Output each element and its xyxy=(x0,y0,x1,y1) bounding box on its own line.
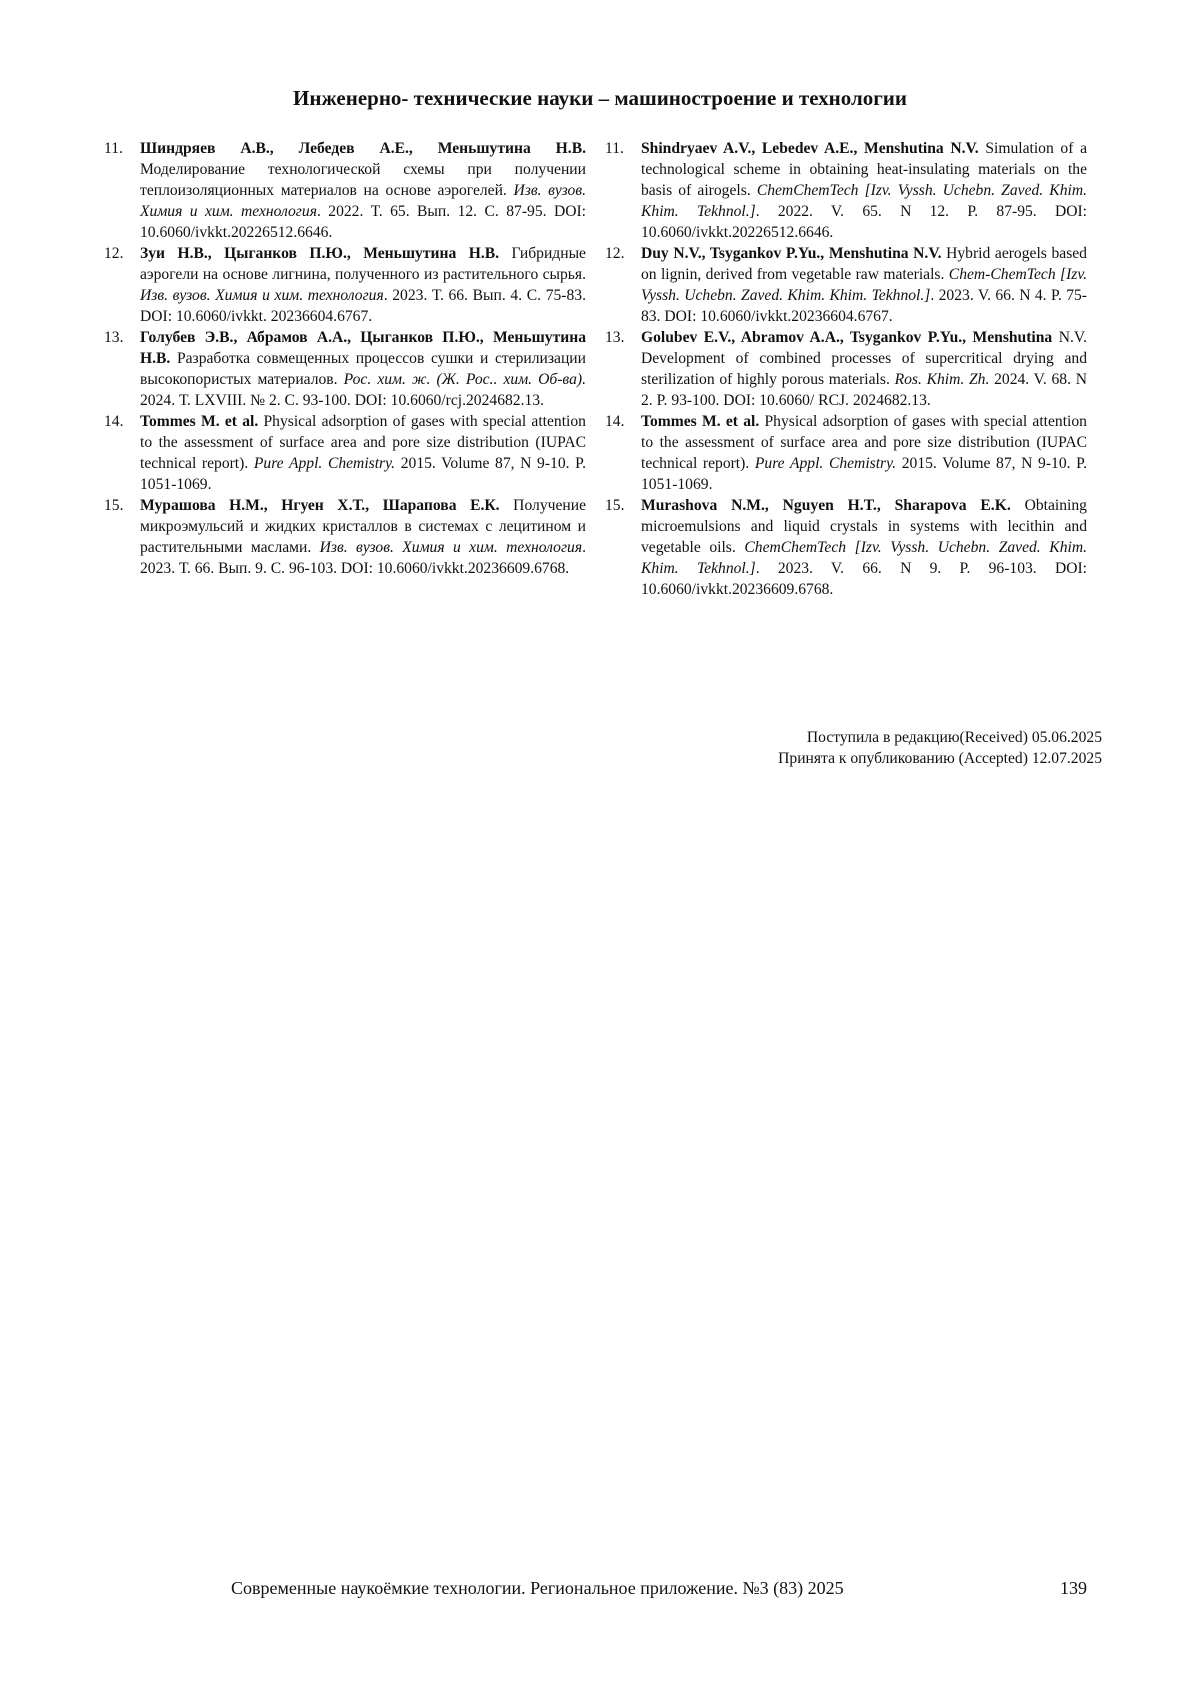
reference-details: 2024. V. 68. N 2. P. 93-100. DOI: 10.6060/ RCJ. 2024682.13. xyxy=(641,371,1087,409)
reference-item xyxy=(605,327,1087,411)
reference-details: . 2022. V. 65. N 12. P. 87-95. DOI: 10.6060/ivkkt.20226512.6646. xyxy=(641,203,1087,241)
reference-number: 12. xyxy=(104,245,124,262)
reference-number: 15. xyxy=(605,497,625,514)
reference-source: Pure Appl. Chemistry. xyxy=(754,455,897,472)
reference-authors: Golubev E.V., Abramov A.A., Tsygankov P.Yu., Menshutina xyxy=(641,329,1053,346)
reference-source: Изв. вузов. Химия и хим. технология xyxy=(140,287,384,304)
reference-number: 11. xyxy=(605,140,624,157)
reference-title: Obtaining microemulsions and liquid crystals in systems with lecithin and vegetable oils. xyxy=(641,497,1087,556)
reference-authors: Shindryaev A.V., Lebedev A.E., Menshutina N.V. xyxy=(641,140,979,157)
reference-title: N.V. Development of combined processes of supercritical drying and sterilization of highly porous materials. xyxy=(641,329,1087,388)
reference-details: 2015. Volume 87, N 9-10. P. 1051-1069. xyxy=(641,455,1087,493)
reference-number: 15. xyxy=(104,497,124,514)
reference-title: Simulation of a technological scheme in obtaining heat-insulating materials on the basis of airogels. xyxy=(641,140,1087,199)
reference-number: 14. xyxy=(605,413,625,430)
reference-source: Ros. Khim. Zh. xyxy=(894,371,990,388)
reference-source: Рос. хим. ж. (Ж. Рос.. хим. Об-ва). xyxy=(343,371,586,388)
reference-authors: Tommes M. et al. xyxy=(641,413,760,430)
received-date: Поступила в редакцию(Received) 05.06.2025 xyxy=(806,729,1102,746)
reference-item xyxy=(104,138,586,243)
reference-title: Physical adsorption of gases with special attention to the assessment of surface area and pore size distribution (IUPAC technical report). xyxy=(140,413,586,472)
reference-details: . 2023. Т. 66. Вып. 4. С. 75-83. DOI: 10.6060/ivkkt. 20236604.6767. xyxy=(140,287,586,325)
reference-number: 14. xyxy=(104,413,124,430)
submission-dates xyxy=(778,727,1102,769)
reference-authors: Murashova N.M., Nguyen H.T., Sharapova E.K. xyxy=(641,497,1011,514)
reference-source: Chem-ChemTech [Izv. Vyssh. Uchebn. Zaved. Khim. Khim. Tekhnol.] xyxy=(641,266,1088,304)
reference-source: Изв. вузов. Химия и хим. технология xyxy=(140,182,586,220)
reference-title: Моделирование технологической схемы при получении теплоизоляционных материалов на основе аэрогелей. xyxy=(140,161,586,199)
reference-item xyxy=(605,138,1087,243)
reference-title: Hybrid aerogels based on lignin, derived from vegetable raw materials. xyxy=(641,245,1087,283)
reference-details: . 2023. V. 66. N 4. P. 75-83. DOI: 10.6060/ivkkt.20236604.6767. xyxy=(641,287,1087,325)
reference-details: . 2023. V. 66. N 9. P. 96-103. DOI: 10.6060/ivkkt.20236609.6768. xyxy=(641,560,1087,598)
reference-details: 2015. Volume 87, N 9-10. P. 1051-1069. xyxy=(140,455,586,493)
reference-number: 11. xyxy=(104,140,123,157)
reference-source: Изв. вузов. Химия и хим. технология xyxy=(319,539,583,556)
references-russian xyxy=(104,138,586,579)
reference-source: ChemChemTech [Izv. Vyssh. Uchebn. Zaved. Khim. Khim. Tekhnol.] xyxy=(641,539,1088,577)
reference-item xyxy=(104,327,586,411)
journal-name: Современные наукоёмкие технологии. Региональное приложение. №3 (83) 2025 xyxy=(231,1578,844,1598)
reference-item xyxy=(104,495,586,579)
reference-title: Получение микроэмульсий и жидких кристаллов в системах с лецитином и растительными маслами. xyxy=(140,497,586,556)
reference-item xyxy=(605,495,1087,600)
reference-number: 13. xyxy=(605,329,625,346)
page-number: 139 xyxy=(1060,1578,1087,1598)
reference-authors: Мурашова Н.М., Нгуен Х.Т., Шарапова Е.К. xyxy=(140,497,500,514)
reference-source: Pure Appl. Chemistry. xyxy=(253,455,396,472)
reference-details: 2024. Т. LXVIII. № 2. С. 93-100. DOI: 10.6060/rcj.2024682.13. xyxy=(140,392,544,409)
reference-details: . 2023. Т. 66. Вып. 9. С. 96-103. DOI: 10.6060/ivkkt.20236609.6768. xyxy=(140,539,586,577)
reference-authors: Шиндряев А.В., Лебедев А.Е., Меньшутина Н.В. xyxy=(140,140,586,157)
reference-title: Гибридные аэрогели на основе лигнина, полученного из растительного сырья. xyxy=(140,245,586,283)
reference-details: . 2022. Т. 65. Вып. 12. С. 87-95. DOI: 10.6060/ivkkt.20226512.6646. xyxy=(140,203,586,241)
reference-number: 12. xyxy=(605,245,625,262)
reference-item xyxy=(605,411,1087,495)
reference-source: ChemChemTech [Izv. Vyssh. Uchebn. Zaved. Khim. Khim. Tekhnol.] xyxy=(641,182,1087,220)
reference-item xyxy=(104,243,586,327)
reference-authors: Tommes M. et al. xyxy=(140,413,259,430)
references-english xyxy=(605,138,1087,600)
accepted-date: Принята к опубликованию (Accepted) 12.07.2025 xyxy=(778,750,1102,767)
reference-item xyxy=(104,411,586,495)
reference-item xyxy=(605,243,1087,327)
page-header: Инженерно- технические науки – машиностроение и технологии xyxy=(293,86,907,110)
reference-authors: Зуи Н.В., Цыганков П.Ю., Меньшутина Н.В. xyxy=(140,245,500,262)
reference-title: Physical adsorption of gases with special attention to the assessment of surface area and pore size distribution (IUPAC technical report). xyxy=(641,413,1087,472)
reference-authors: Duy N.V., Tsygankov P.Yu., Menshutina N.V. xyxy=(641,245,942,262)
reference-number: 13. xyxy=(104,329,124,346)
reference-title: Разработка совмещенных процессов сушки и стерилизации высокопористых материалов. xyxy=(140,350,586,388)
reference-authors: Голубев Э.В., Абрамов А.А., Цыганков П.Ю., Меньшутина Н.В. xyxy=(140,329,586,367)
